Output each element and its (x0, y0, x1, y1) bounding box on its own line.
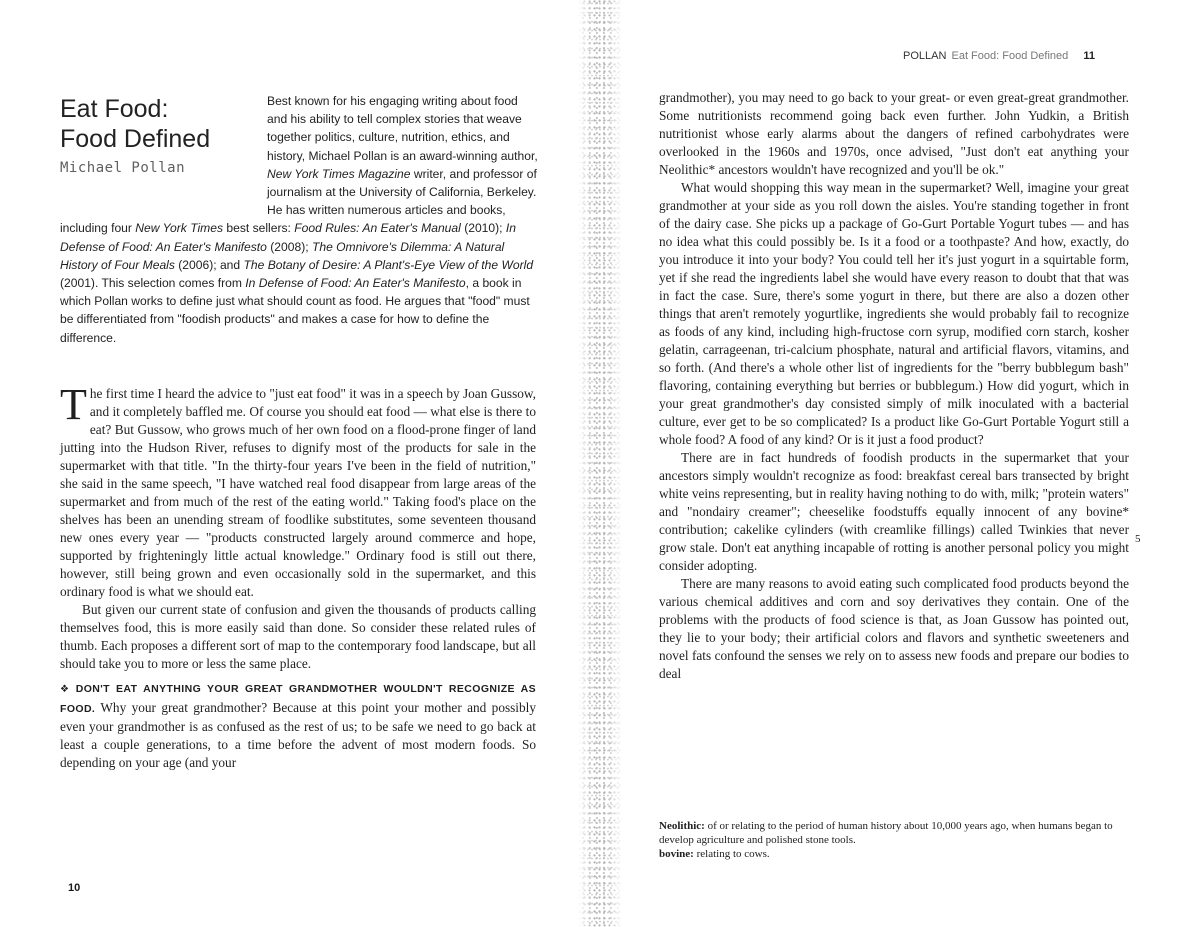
bio-italic-title: In Defense of Food: An Eater's Manifesto (60, 221, 516, 254)
page-number-right: 11 (1083, 50, 1095, 62)
bio-italic-title: The Omnivore's Dilemma: A Natural History of Four Meals (60, 239, 505, 272)
margin-line-number: 5 (1135, 533, 1141, 545)
page-number-left: 10 (68, 882, 81, 894)
running-head-title: Eat Food: Food Defined (951, 50, 1069, 62)
footnotes (659, 819, 1129, 861)
left-page (0, 0, 585, 927)
author-byline: Michael Pollan (60, 160, 186, 176)
bio-italic-title: New York Times (135, 221, 224, 236)
paragraph-continued: grandmother), you may need to go back to your great- or even great-great grandmother. Some nutritionists recommend going back even further. John Yudkin, a British nutritionist whose early alarms about the dangers of refined carbohydrates were overlooked in the 1960s and 1970s, once advised, "Just don't eat anything your Neolithic* ancestors wouldn't have recognized and you'll be ok." (659, 90, 1129, 177)
opening-text (60, 380, 537, 772)
bio-segment: (2006); and (174, 257, 244, 272)
title-line-2: Food Defined (60, 125, 211, 153)
bio-float-spacer (60, 92, 267, 218)
bio-segment: , a book in which Pollan works to define just what should count as food. He argues that "food" must be differentiated from "foodish products" and makes a case for how to define the difference. (60, 276, 530, 345)
bio-italic-title: In Defense of Food: An Eater's Manifesto (245, 276, 466, 291)
bio-italic-title: The Botany of Desire: A Plant's-Eye View of the World (243, 257, 534, 272)
paragraph-foodish-products: There are in fact hundreds of foodish products in the supermarket that your ancestors simply wouldn't recognize as food: breakfast cereal bars transected by bright white veins representing, but in reality having nothing to do with, milk; "protein waters" and "nondairy creamer"; cheeselike foodstuffs equally innocent of any bovine* contribution; cakelike cylinders (with creamlike fillings) called Twinkies that never grow stale. Don't eat anything incapable of rotting is another personal policy you might consider adopting. (659, 450, 1129, 573)
running-head-author: POLLAN (903, 50, 947, 62)
bio-italic-title: Food Rules: An Eater's Manual (294, 221, 461, 236)
bio-segment: (2008); (266, 239, 312, 254)
bio-segment: writer, and professor of journalism at the University of California, Berkeley. He has written numerous articles and books, including four (60, 166, 537, 236)
drop-cap: T (60, 380, 87, 429)
rule-heading: DON'T EAT ANYTHING YOUR GREAT GRANDMOTHER WOULDN'T RECOGNIZE AS FOOD. (60, 683, 537, 715)
bio-segment: Best known for his engaging writing about food and his ability to tell complex stories that weave together politics, culture, nutrition, ethics, and history, Michael Pollan is an award-winning author, (267, 94, 538, 163)
rule-text: Why your great grandmother? Because at this point your mother and possibly even your grandmother is as confused as the rest of us; to be safe we need to go back at least a couple generations, to a time before the advent of most modern foods. So depending on your age (and your (60, 700, 536, 770)
right-page (615, 0, 1200, 927)
bio-segment: (2010); (460, 221, 506, 236)
rule-paragraph (60, 679, 536, 772)
diamond-bullet-icon: ❖ (60, 684, 72, 695)
title-line-1: Eat Food: (60, 95, 169, 123)
footnote-definition: of or relating to the period of human history about 10,000 years ago, when humans began to develop agriculture and polished stone tools. (659, 820, 1113, 846)
paragraph-reasons: There are many reasons to avoid eating such complicated food products beyond the various chemical additives and corn and soy derivatives they contain. One of the problems with the products of food science is that, as Joan Gussow has pointed out, they lie to your body; their artificial colors and flavors and synthetic sweeteners and novel fats confound the senses we rely on to assess new foods and prepare our bodies to deal (659, 576, 1129, 681)
author-bio (60, 92, 538, 347)
bio-italic-title: New York Times Magazine (267, 166, 411, 181)
footnote-bovine (659, 847, 1129, 861)
opening-paragraph (60, 380, 536, 601)
paragraph-supermarket: What would shopping this way mean in the supermarket? Well, imagine your great grandmother at your side as you roll down the aisles. You're standing together in front of the dairy case. She picks up a package of Go-Gurt Portable Yogurt tubes — and has no idea what this could possibly be. Is it a food or a toothpaste? And how, exactly, do you introduce it into your body? You could tell her it's just yogurt in a squirtable form, yet if she read the ingredients label she would have every reason to doubt that that was in fact the case. Sure, there's some yogurt in there, but there are also a dozen other things that aren't remotely yogurtlike, ingredients she would probably fail to recognize as foods of any kind, including high-fructose corn syrup, modified corn starch, kosher gelatin, carrageenan, tri-calcium phosphate, natural and artificial flavors, vitamins, and so forth. (And there's a whole other list of ingredients for the "berry bubblegum bash" flavoring, containing everything but berries or bubblegum.) How did yogurt, which in your great grandmother's day consisted simply of milk inoculated with a bacterial culture, ever get to be so complicated? Is a product like Go-Gurt Portable Yogurt still a whole food? A food of any kind? Or is it just a food product? (659, 180, 1129, 447)
footnote-definition: relating to cows. (693, 848, 770, 860)
paragraph-2: But given our current state of confusion and given the thousands of products calling themselves food, this is more easily said than done. So consider these related rules of thumb. Each proposes a different sort of map to the contemporary food landscape, but all should take you to more or less the same place. (60, 602, 536, 671)
footnote-neolithic (659, 819, 1129, 847)
paragraph-1-text: he first time I heard the advice to "just eat food" it was in a speech by Joan Gussow, and it completely baffled me. Of course you should eat food — what else is there to eat? But Gussow, who grows much of her own food on a flood-prone finger of land jutting into the Hudson River, refuses to dignify most of the products for sale in the supermarket with that title. "In the thirty-four years I've been in the field of nutrition," she said in the same speech, "I have watched real food disappear from large areas of the supermarket and from much of the rest of the eating world." Taking food's place on the shelves has been an unending stream of foodlike substitutes, some seventeen thousand new ones every year — "products constructed largely around commerce and hope, supported by frighteningly little actual knowledge." Ordinary food is still out there, however, still being grown and even occasionally sold in the supermarket, and this ordinary food is what we should eat. (60, 386, 536, 599)
right-body-text (659, 89, 1129, 683)
bio-segment: (2001). This selection comes from (60, 276, 246, 291)
running-head (903, 50, 1095, 62)
footnote-term: bovine: (659, 848, 694, 860)
footnote-term: Neolithic: (659, 820, 705, 832)
bio-segment: best sellers: (223, 221, 295, 236)
